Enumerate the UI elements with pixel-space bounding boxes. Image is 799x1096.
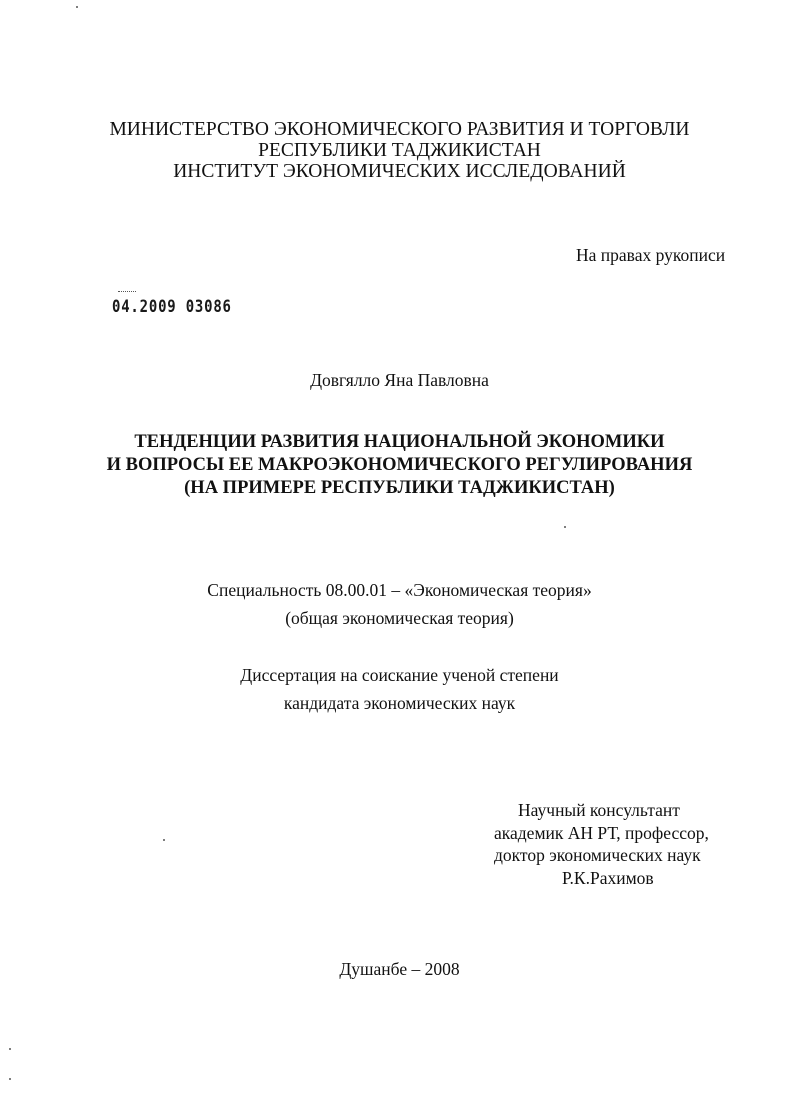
dissertation-degree-line2: кандидата экономических наук <box>283 693 516 713</box>
consultant-label: Научный консультант <box>518 800 680 820</box>
consultant-block <box>494 799 709 889</box>
dissertation-title-line2: И ВОПРОСЫ ЕЕ МАКРОЭКОНОМИЧЕСКОГО РЕГУЛИРОВАНИЯ <box>106 455 693 475</box>
library-stamp-number: 04.2009 03086 <box>112 297 232 317</box>
institute-name: ИНСТИТУТ ЭКОНОМИЧЕСКИХ ИССЛЕДОВАНИЙ <box>173 161 626 182</box>
ministry-name-line2: РЕСПУБЛИКИ ТАДЖИКИСТАН <box>258 140 541 161</box>
specialty-line: Специальность 08.00.01 – «Экономическая теория» <box>207 580 592 600</box>
scan-speck <box>9 1048 11 1050</box>
consultant-name: Р.К.Рахимов <box>562 867 654 888</box>
place-and-year: Душанбе – 2008 <box>339 959 460 979</box>
scan-speck <box>564 526 566 528</box>
scan-speck <box>163 839 165 841</box>
ministry-name-line1: МИНИСТЕРСТВО ЭКОНОМИЧЕСКОГО РАЗВИТИЯ И ТОРГОВЛИ <box>109 119 690 140</box>
manuscript-note: На правах рукописи <box>576 245 726 265</box>
stamp-mark <box>118 291 136 294</box>
author-name: Довгялло Яна Павловна <box>310 370 489 390</box>
consultant-rank: академик АН РТ, профессор, <box>494 822 709 843</box>
specialty-subtitle: (общая экономическая теория) <box>285 608 514 628</box>
scan-speck <box>76 6 78 8</box>
consultant-degree: доктор экономических наук <box>494 845 701 865</box>
dissertation-degree-line1: Диссертация на соискание ученой степени <box>240 665 559 685</box>
scan-speck <box>9 1078 11 1080</box>
dissertation-title-line1: ТЕНДЕНЦИИ РАЗВИТИЯ НАЦИОНАЛЬНОЙ ЭКОНОМИКИ <box>134 432 665 452</box>
dissertation-title-line3: (НА ПРИМЕРЕ РЕСПУБЛИКИ ТАДЖИКИСТАН) <box>184 478 615 498</box>
